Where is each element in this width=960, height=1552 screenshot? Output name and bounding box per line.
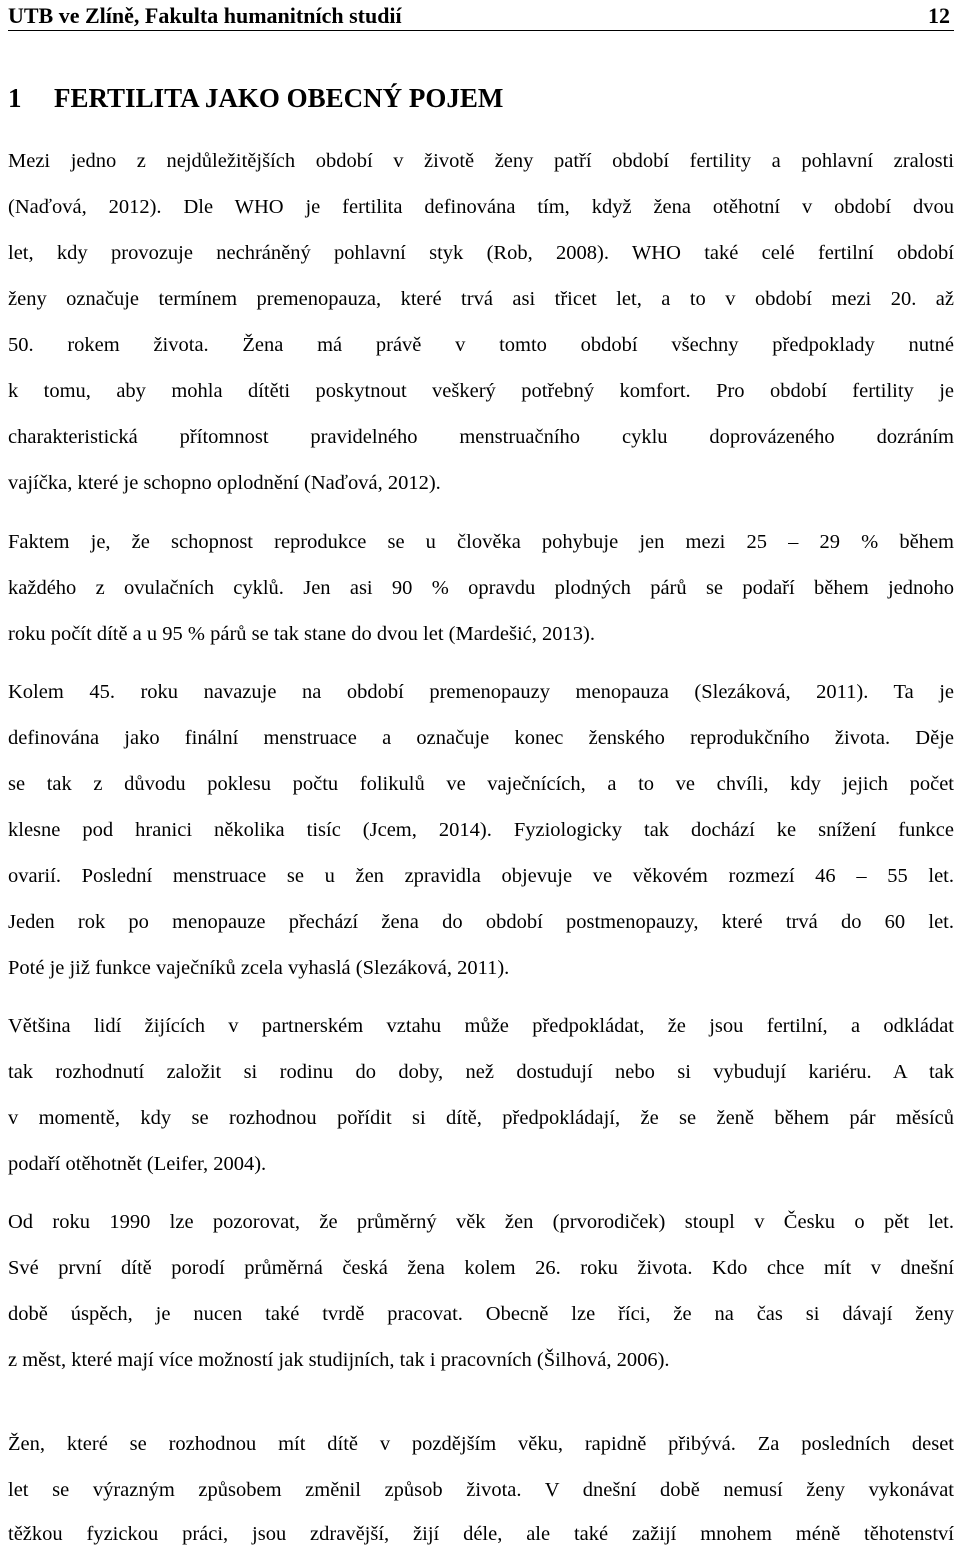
text-line: podaří otěhotnět (Leifer, 2004).: [8, 1153, 267, 1175]
text-line: roku počít dítě a u 95 % párů se tak stane do dvou let (Mardešić, 2013).: [8, 623, 595, 645]
text-line: vajíčka, které je schopno oplodnění (Naďová, 2012).: [8, 472, 441, 494]
chapter-title: FERTILITA JAKO OBECNÝ POJEM: [54, 83, 504, 113]
text-line: 50. rokem života. Žena má právě v tomto období všechny předpoklady nutné: [8, 334, 954, 356]
text-line: Jeden rok po menopauze přechází žena do období postmenopauzy, které trvá do 60 let.: [8, 911, 954, 933]
text-line: Mezi jedno z nejdůležitějších období v životě ženy patří období fertility a pohlavní zralosti: [8, 150, 954, 172]
text-line: Žen, které se rozhodnou mít dítě v pozdějším věku, rapidně přibývá. Za posledních deset: [8, 1433, 954, 1455]
text-line: Většina lidí žijících v partnerském vztahu může předpokládat, že jsou fertilní, a odkládat: [8, 1015, 954, 1037]
chapter-heading: [8, 80, 503, 116]
header-page-number: 12: [928, 3, 950, 28]
text-line: Poté je již funkce vaječníků zcela vyhaslá (Slezáková, 2011).: [8, 957, 510, 979]
text-line: k tomu, aby mohla dítěti poskytnout veškerý potřebný komfort. Pro období fertility je: [8, 380, 954, 402]
text-line: Od roku 1990 lze pozorovat, že průměrný věk žen (prvorodiček) stoupl v Česku o pět let.: [8, 1211, 954, 1233]
text-line: (Naďová, 2012). Dle WHO je fertilita definována tím, když žena otěhotní v období dvou: [8, 196, 954, 218]
text-line: době úspěch, je nucen také tvrdě pracovat. Obecně lze říci, že na čas si dávají ženy: [8, 1303, 954, 1325]
text-line: tak rozhodnutí založit si rodinu do doby, než dostudují nebo si vybudují kariéru. A tak: [8, 1061, 954, 1083]
text-line: ovarií. Poslední menstruace se u žen zpravidla objevuje ve věkovém rozmezí 46 – 55 let.: [8, 865, 954, 887]
text-line: Faktem je, že schopnost reprodukce se u člověka pohybuje jen mezi 25 – 29 % během: [8, 531, 954, 553]
page-header: [8, 2, 954, 31]
text-line: v momentě, kdy se rozhodnou pořídit si dítě, předpokládají, že se ženě během pár měsíců: [8, 1107, 954, 1129]
text-line: definována jako finální menstruace a označuje konec ženského reprodukčního života. Děje: [8, 727, 954, 749]
text-line: z měst, které mají více možností jak studijních, tak i pracovních (Šilhová, 2006).: [8, 1349, 670, 1371]
text-line: ženy označuje termínem premenopauza, které trvá asi třicet let, a to v období mezi 20. až: [8, 288, 954, 310]
header-title: UTB ve Zlíně, Fakulta humanitních studií: [8, 3, 402, 28]
text-line: Své první dítě porodí průměrná česká žena kolem 26. roku života. Kdo chce mít v dnešní: [8, 1257, 954, 1279]
text-line: let se výrazným způsobem změnil způsob života. V dnešní době nemusí ženy vykonávat: [8, 1479, 954, 1501]
text-line: se tak z důvodu poklesu počtu folikulů ve vaječnících, a to ve chvíli, kdy jejich počet: [8, 773, 954, 795]
text-line: klesne pod hranici několika tisíc (Jcem, 2014). Fyziologicky tak dochází ke snížení funkce: [8, 819, 954, 841]
text-line: každého z ovulačních cyklů. Jen asi 90 % opravdu plodných párů se podaří během jednoho: [8, 577, 954, 599]
text-line: charakteristická přítomnost pravidelného menstruačního cyklu doprovázeného dozráním: [8, 426, 954, 448]
text-line: Kolem 45. roku navazuje na období premenopauzy menopauza (Slezáková, 2011). Ta je: [8, 681, 954, 703]
text-line: těžkou fyzickou práci, jsou zdravější, žijí déle, ale také zažijí mnohem méně těhotenství: [8, 1523, 954, 1545]
text-line: let, kdy provozuje nechráněný pohlavní styk (Rob, 2008). WHO také celé fertilní období: [8, 242, 954, 264]
chapter-number: 1: [8, 83, 22, 113]
